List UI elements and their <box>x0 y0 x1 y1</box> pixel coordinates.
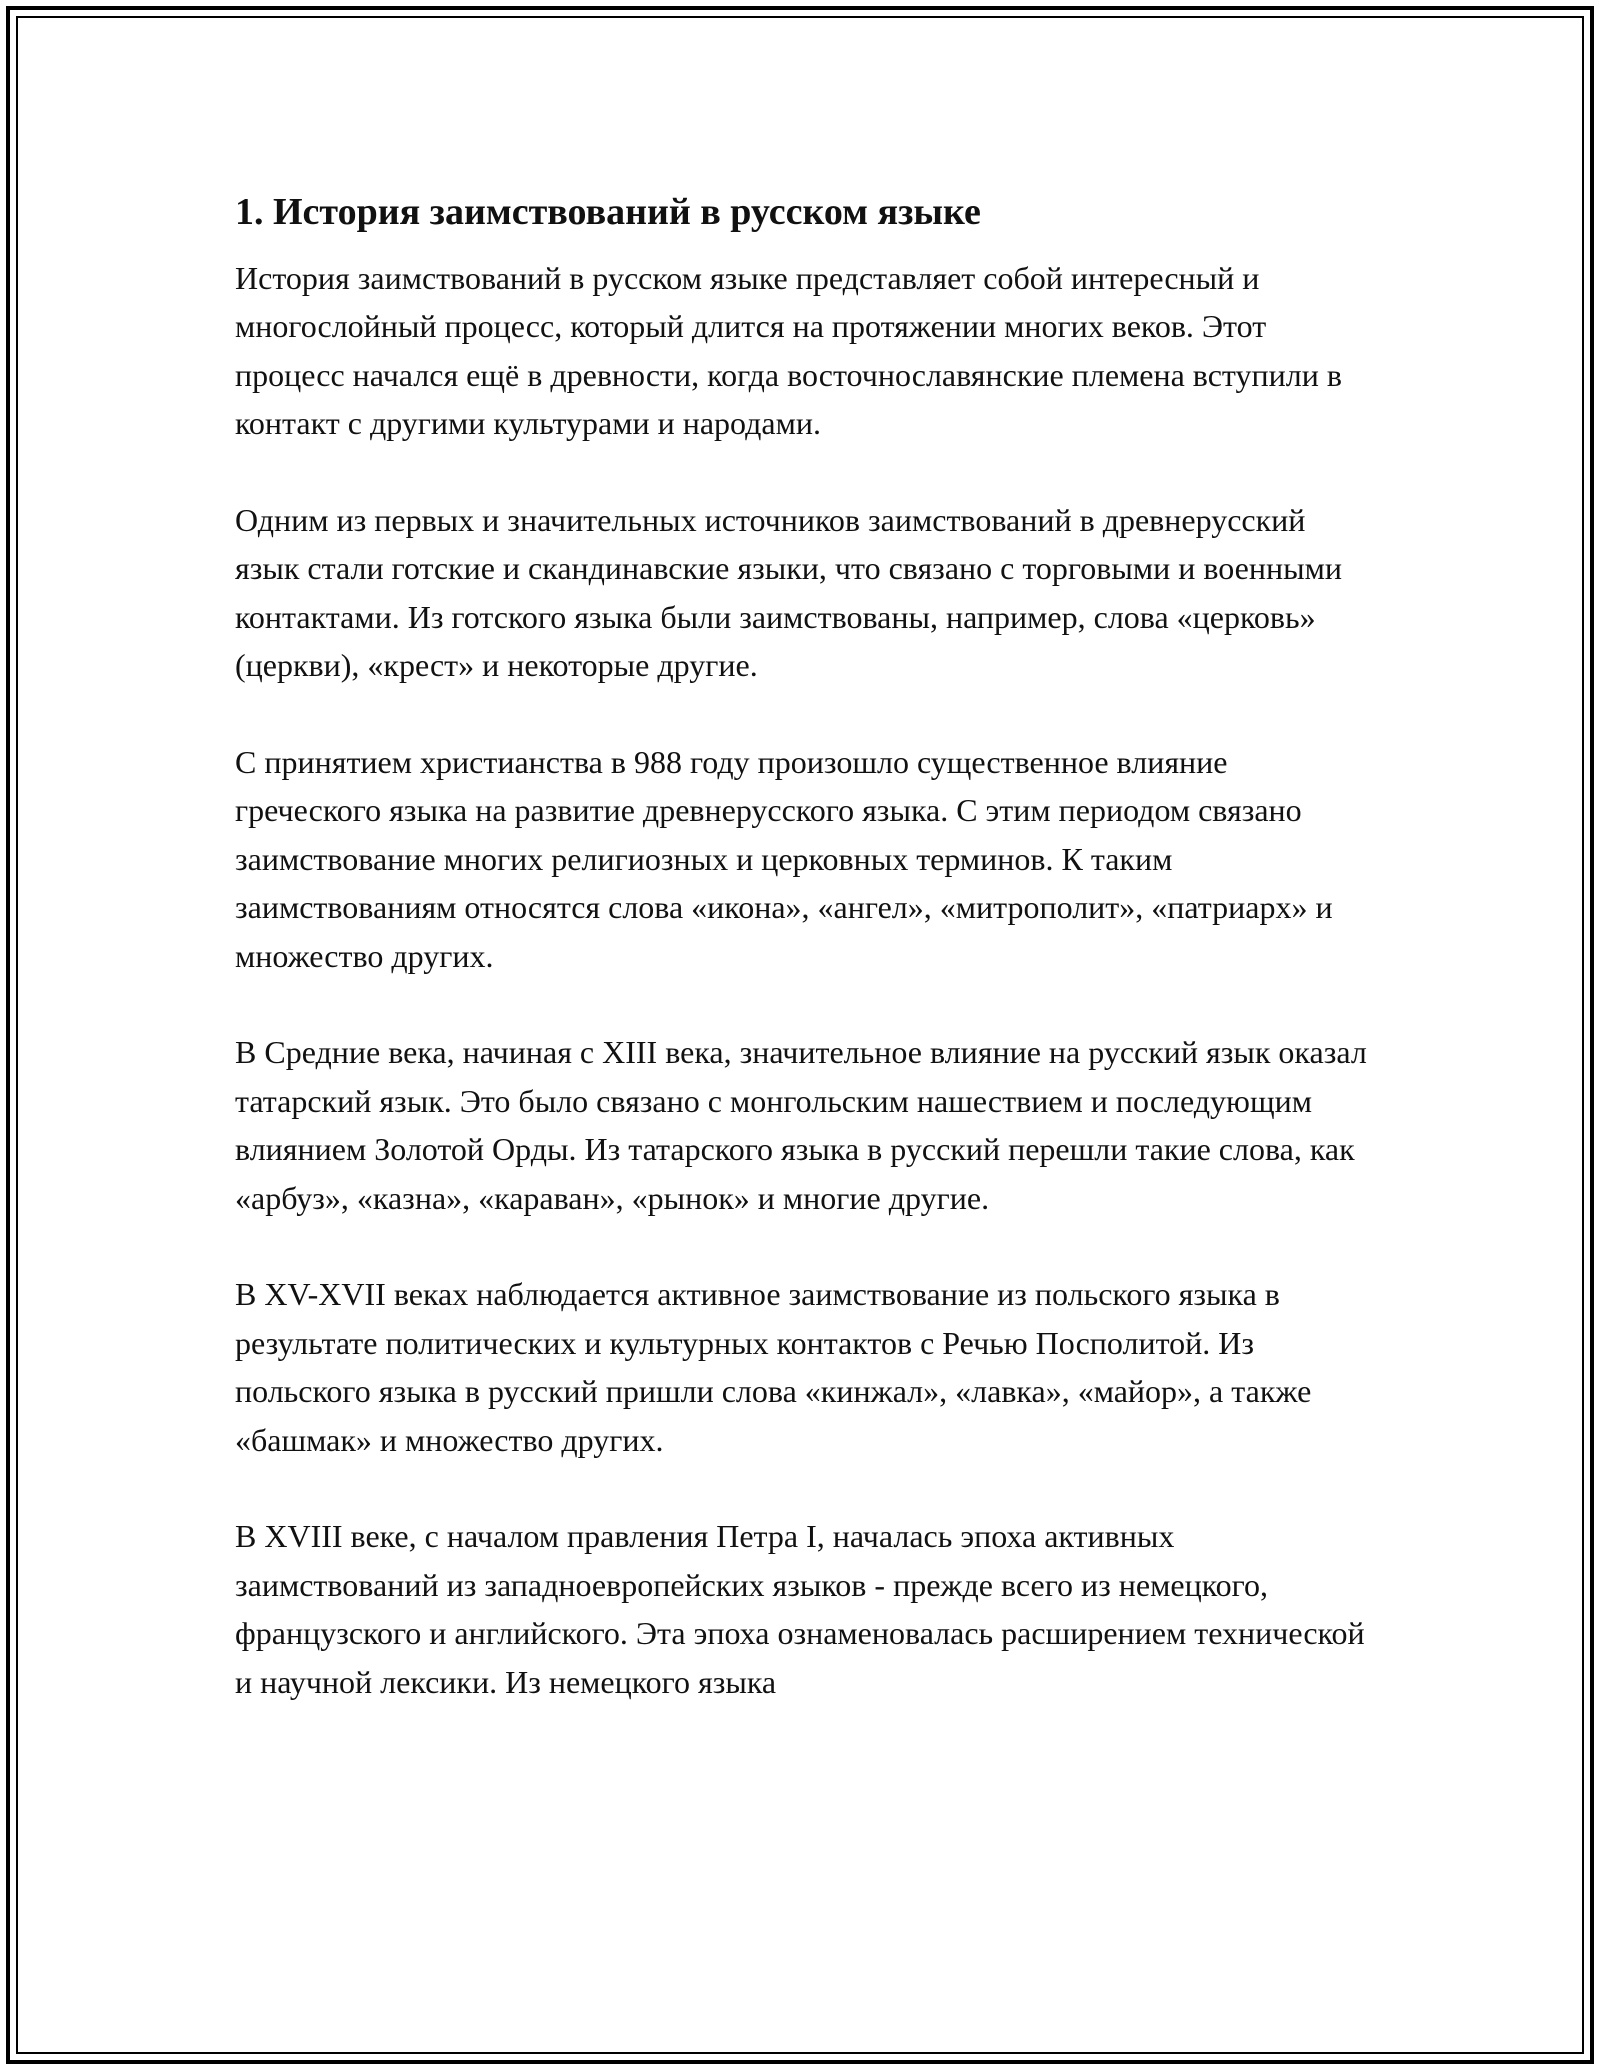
paragraph-intro: История заимствований в русском языке представляет собой интересный и многослойный процесс, который длится на протяжении многих веков. Этот процесс начался ещё в древности, когда восточнославянские племена вступили в контакт с другими культурами и народами. <box>235 260 1342 442</box>
paragraph-gothic-scandinavian: Одним из первых и значительных источников заимствований в древнерусский язык стали готские и скандинавские языки, что связано с торговыми и военными контактами. Из готского языка были заимствованы, например, слова «церковь» (церкви), «крест» и некоторые другие. <box>235 502 1342 684</box>
paragraph-polish: В XV-XVII веках наблюдается активное заимствование из польского языка в результате политических и культурных контактов с Речью Посполитой. Из польского языка в русский пришли слова «кинжал», «лавка», «майор», а также «башмак» и множество других. <box>235 1276 1312 1458</box>
section-heading: 1. История заимствований в русском языке <box>235 191 981 233</box>
paragraph-western-european: В XVIII веке, с началом правления Петра I, началась эпоха активных заимствований из западноевропейских языков - прежде всего из немецкого, французского и английского. Эта эпоха ознаменовалась расширением технической и научной лексики. Из немецкого языка <box>235 1518 1365 1700</box>
document-body <box>235 186 1375 1755</box>
paragraph-greek: С принятием христианства в 988 году произошло существенное влияние греческого языка на развитие древнерусского языка. С этим периодом связано заимствование многих религиозных и церковных терминов. К таким заимствованиям относятся слова «икона», «ангел», «митрополит», «патриарх» и множество других. <box>235 744 1333 974</box>
paragraph-tatar: В Средние века, начиная с XIII века, значительное влияние на русский язык оказал татарский язык. Это было связано с монгольским нашествием и последующим влиянием Золотой Орды. Из татарского языка в русский перешли такие слова, как «арбуз», «казна», «караван», «рынок» и многие другие. <box>235 1034 1367 1216</box>
